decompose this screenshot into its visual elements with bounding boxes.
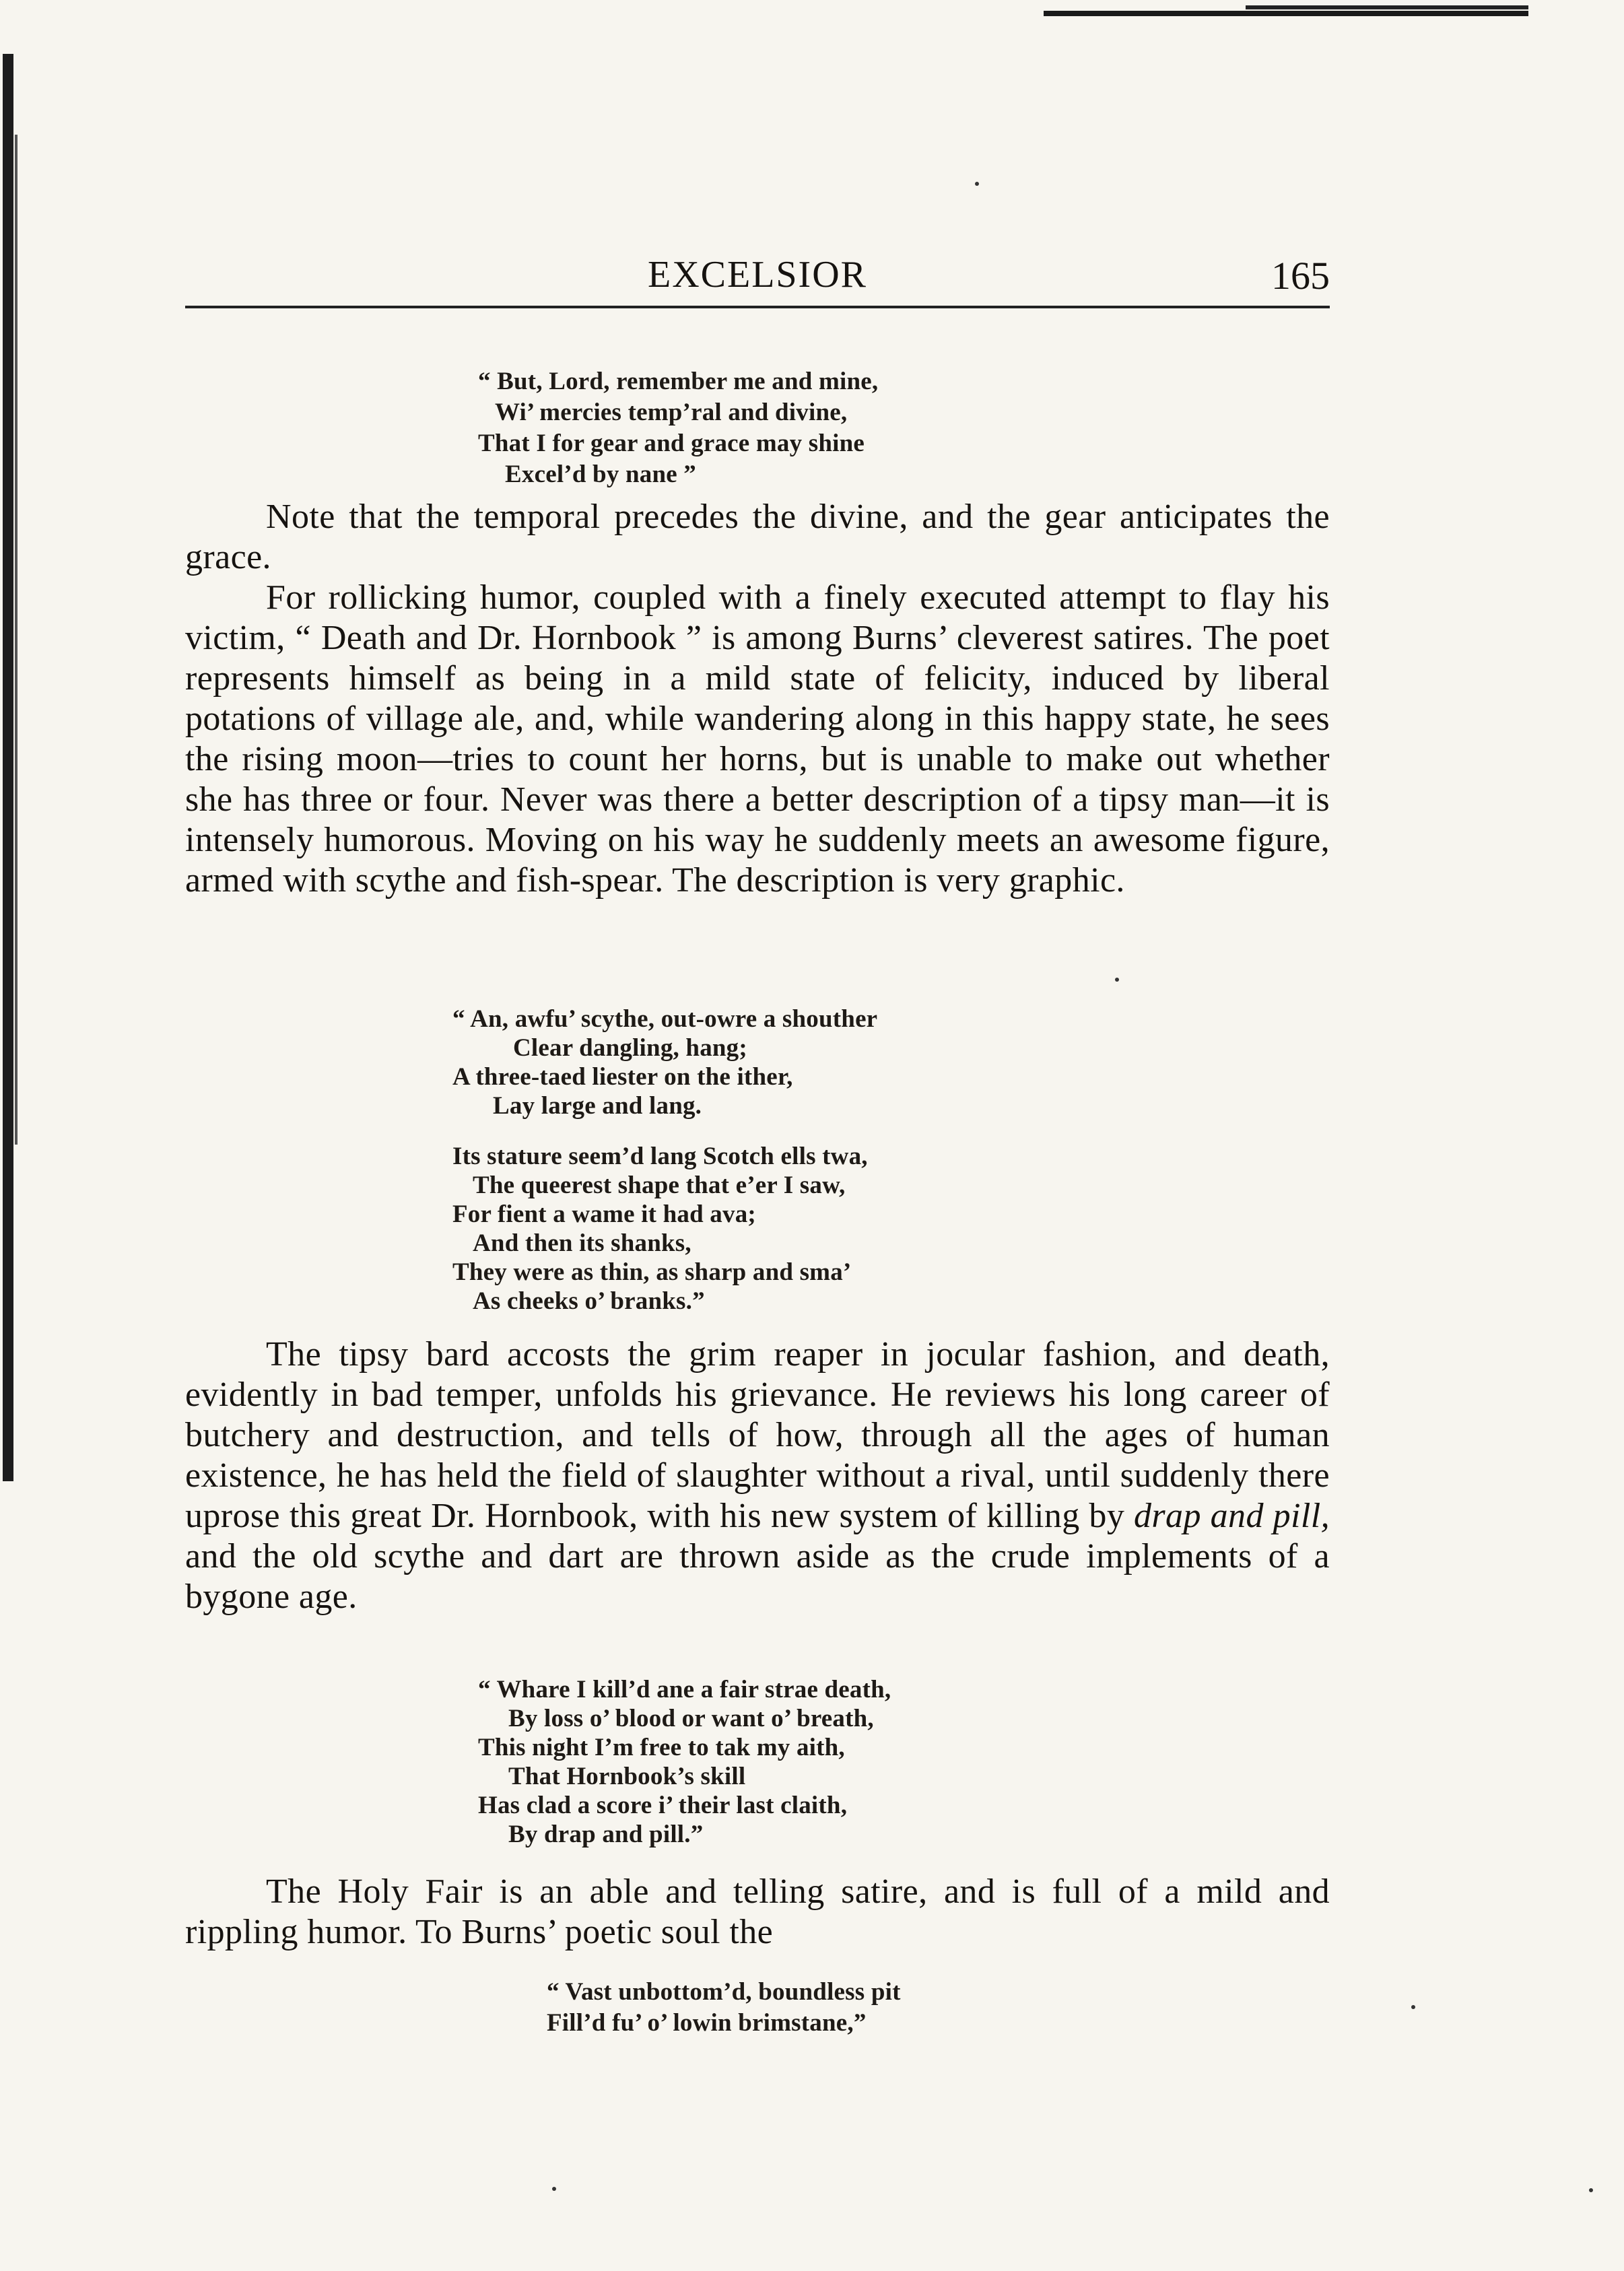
verse-block (452, 1142, 868, 1316)
verse-line: By drap and pill.” (508, 1821, 704, 1848)
prose-block (185, 1334, 1330, 1617)
verse-line: By loss o’ blood or want o’ breath, (508, 1705, 874, 1732)
verse-line: A three-taed liester on the ither, (452, 1063, 793, 1091)
prose-block (185, 1872, 1330, 1953)
running-head (185, 253, 1330, 302)
verse-line: Clear dangling, hang; (513, 1034, 747, 1062)
verse-line: Wi’ mercies temp’ral and divine, (495, 399, 848, 426)
verse-line: This night I’m free to tak my aith, (478, 1734, 845, 1761)
verse-line: Excel’d by nane ” (505, 461, 697, 488)
verse-line: Lay large and lang. (493, 1092, 702, 1120)
verse-block (478, 366, 878, 490)
running-head-title: EXCELSIOR (648, 254, 867, 296)
paragraph-text: and the old scythe and dart are thrown aside as the crude implements of a bygone age. (185, 1537, 1330, 1616)
paragraph: Note that the temporal precedes the divine, and the gear anticipates the grace. (185, 498, 1330, 576)
paragraph: The Holy Fair is an able and telling satire, and is full of a mild and rippling humor. To Burns’ poetic soul the (185, 1872, 1330, 1951)
verse-line: That I for gear and grace may shine (478, 430, 865, 457)
verse-block (478, 1675, 891, 1849)
verse-line: And then its shanks, (473, 1229, 691, 1257)
verse-line: They were as thin, as sharp and sma’ (452, 1258, 852, 1286)
header-rule (185, 306, 1330, 308)
verse-line: For fient a wame it had ava; (452, 1200, 756, 1228)
verse-line: As cheeks o’ branks.” (473, 1287, 705, 1315)
verse-line: Has clad a score i’ their last claith, (478, 1792, 848, 1819)
paragraph-text: The tipsy bard accosts the grim reaper in jocular fashion, and death, evidently in bad temper, unfolds his grievance. He reviews his long career of butchery and destruction, and tells of how, through all the ages of human existence, he has held the field of slaughter without a rival, until suddenly there uprose this great Dr. Hornbook, with his new system of killing by (185, 1335, 1330, 1535)
verse-line: That Hornbook’s skill (508, 1763, 746, 1790)
page-number: 165 (1271, 254, 1330, 298)
verse-block (547, 1977, 901, 2039)
verse-line: “ An, awfu’ scythe, out-owre a shouther (452, 1005, 878, 1033)
verse-line: Fill’d fu’ o’ lowin brimstane,” (547, 2009, 867, 2037)
italic-phrase: drap and pill, (1134, 1497, 1330, 1535)
paragraph (185, 1334, 1330, 1617)
verse-block (452, 1005, 877, 1120)
verse-line: Its stature seem’d lang Scotch ells twa, (452, 1143, 868, 1170)
verse-line: “ Vast unbottom’d, boundless pit (547, 1978, 901, 2006)
prose-block (185, 497, 1330, 901)
verse-line: “ Whare I kill’d ane a fair strae death, (478, 1676, 891, 1703)
verse-line: The queerest shape that e’er I saw, (473, 1172, 846, 1199)
paragraph: For rollicking humor, coupled with a finely executed attempt to flay his victim, “ Death and Dr. Hornbook ” is among Burns’ cleverest satires. The poet represents himself as being in a mild state of felicity, induced by liberal potations of village ale, and, while wandering along in this happy state, he sees the rising moon—tries to count her horns, but is unable to make out whether she has three or four. Never was there a better description of a tipsy man—it is intensely humorous. Moving on his way he suddenly meets an awesome figure, armed with scythe and fish-spear. The description is very graphic. (185, 578, 1330, 900)
verse-line: “ But, Lord, remember me and mine, (478, 368, 879, 395)
